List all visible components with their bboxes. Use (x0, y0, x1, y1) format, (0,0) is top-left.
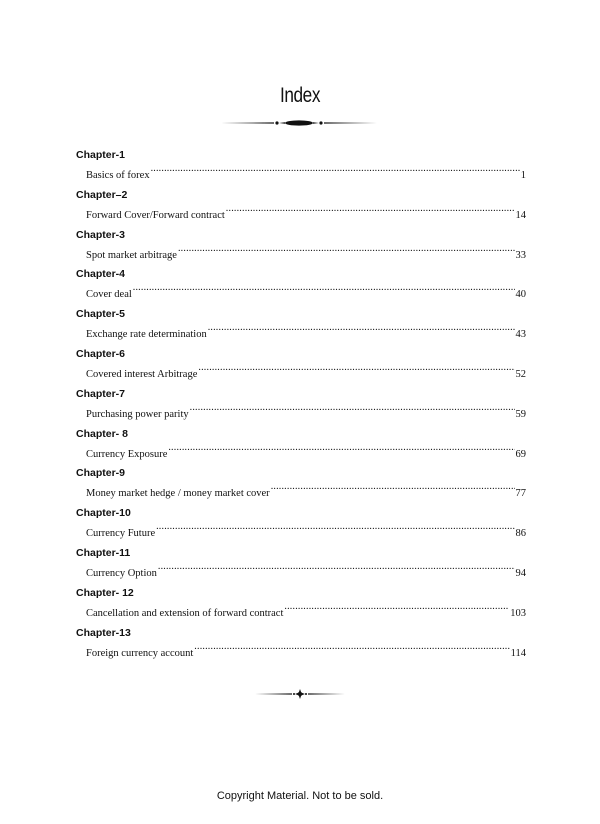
page-number: 77 (515, 488, 526, 500)
topic-title: Currency Option (86, 567, 157, 579)
toc-line (86, 403, 526, 422)
page-number: 33 (515, 249, 526, 261)
toc-line (86, 642, 526, 661)
page-number: 114 (510, 647, 526, 659)
toc-line (86, 283, 526, 302)
dot-leader (178, 244, 515, 258)
chapter-heading: Chapter-11 (76, 546, 131, 559)
toc-entry (76, 267, 526, 307)
topic-title: Cancellation and extension of forward contract (86, 607, 284, 619)
page-number: 43 (515, 329, 526, 341)
dot-leader (271, 482, 515, 496)
toc-entry (76, 307, 526, 347)
topic-title: Currency Exposure (86, 448, 168, 460)
toc-line (86, 562, 526, 581)
chapter-heading: Chapter-9 (76, 467, 126, 480)
topic-title: Currency Future (86, 528, 156, 540)
toc-entry (76, 506, 526, 546)
chapter-heading: Chapter-1 (76, 149, 126, 161)
toc-line (86, 323, 526, 342)
dot-leader (208, 323, 515, 337)
topic-title: Foreign currency account (86, 647, 194, 659)
dot-leader (284, 602, 509, 616)
page-number: 1 (520, 170, 526, 181)
toc-entry (76, 148, 526, 188)
page-title: Index (279, 84, 321, 107)
toc-line (86, 244, 526, 263)
topic-title: Money market hedge / money market cover (86, 488, 270, 500)
page-number: 94 (515, 567, 526, 579)
page-number: 52 (515, 368, 526, 380)
chapter-heading: Chapter-7 (76, 387, 126, 400)
dot-leader (198, 363, 514, 377)
dot-leader (156, 522, 514, 536)
toc-line (86, 602, 526, 621)
toc-entry (76, 228, 526, 268)
dot-leader (158, 562, 515, 576)
page-number: 59 (515, 408, 526, 420)
topic-title: Spot market arbitrage (86, 249, 177, 261)
toc-line (86, 204, 526, 223)
toc-entry (76, 626, 526, 666)
topic-title: Basics of forex (86, 170, 150, 181)
dot-leader (226, 204, 515, 218)
page-number: 69 (515, 448, 526, 460)
dot-leader (168, 443, 514, 457)
toc-entry (76, 387, 526, 427)
dot-leader (151, 164, 520, 178)
toc-line (86, 443, 526, 462)
dot-leader (190, 403, 515, 417)
chapter-heading: Chapter-6 (76, 347, 126, 360)
toc-line (86, 522, 526, 541)
toc-line (86, 164, 526, 183)
page-number: 103 (510, 607, 526, 619)
bottom-divider-ornament (254, 688, 346, 700)
topic-title: Exchange rate determination (86, 329, 207, 341)
chapter-heading: Chapter-4 (76, 268, 126, 281)
toc-entry (76, 188, 526, 228)
topic-title: Forward Cover/Forward contract (86, 209, 225, 221)
chapter-heading: Chapter- 8 (76, 427, 128, 440)
toc-entry (76, 466, 526, 506)
toc-entry (76, 586, 526, 626)
toc-entry (76, 427, 526, 467)
topic-title: Cover deal (86, 289, 132, 301)
topic-title: Covered interest Arbitrage (86, 368, 198, 380)
dot-leader (133, 283, 515, 297)
page-number: 14 (515, 209, 526, 221)
toc-entry (76, 347, 526, 387)
page-number: 86 (515, 528, 526, 540)
toc-line (86, 482, 526, 501)
copyright-notice: Copyright Material. Not to be sold. (216, 790, 384, 802)
chapter-heading: Chapter-3 (76, 228, 126, 241)
toc-line (86, 363, 526, 382)
topic-title: Purchasing power parity (86, 408, 189, 420)
toc-entry (76, 546, 526, 586)
chapter-heading: Chapter- 12 (76, 586, 134, 599)
title-divider-ornament (219, 118, 379, 128)
chapter-heading: Chapter-13 (76, 626, 131, 639)
page-number: 40 (515, 289, 526, 301)
chapter-heading: Chapter–2 (76, 188, 128, 201)
dot-leader (194, 642, 509, 656)
table-of-contents (76, 148, 526, 665)
chapter-heading: Chapter-10 (76, 507, 131, 520)
chapter-heading: Chapter-5 (76, 308, 126, 321)
